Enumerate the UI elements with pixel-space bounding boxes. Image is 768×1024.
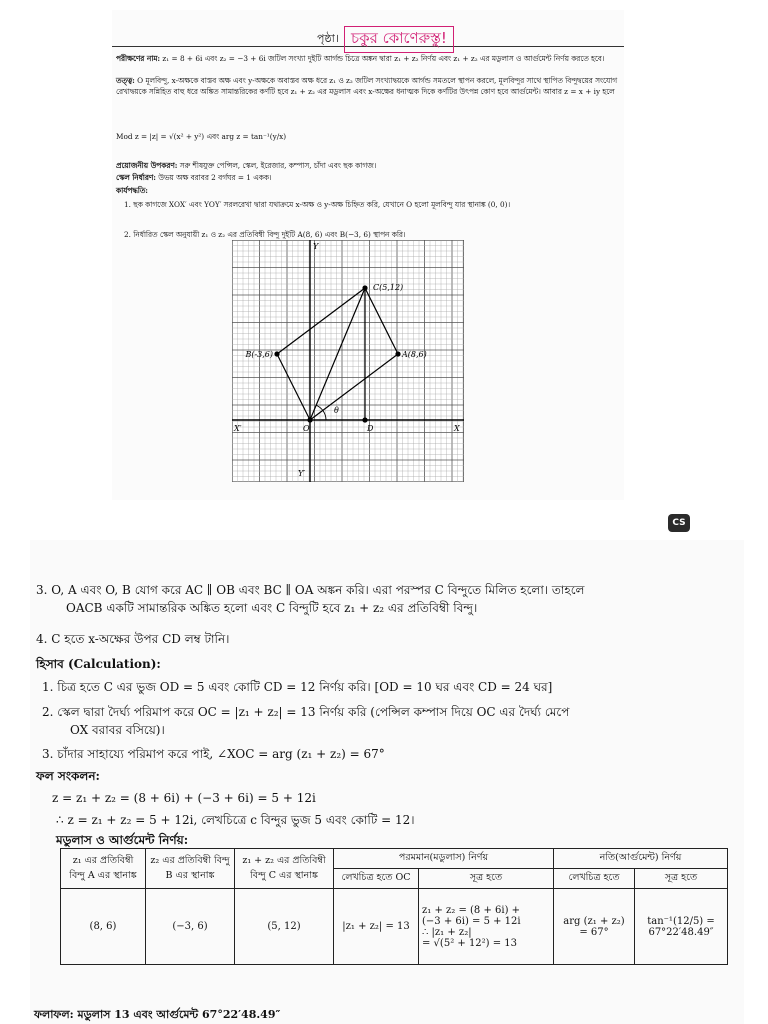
calc-1: 1. চিত্র হতে C এর ভুজ OD = 5 এবং কোটি CD = 12 নির্ণয় করি। [OD = 10 ঘর এবং CD = 24 ঘর] [42,680,553,694]
modulus-formula: Mod z = |z| = √(x² + y²) এবং arg z = tan⁻¹(y/x) [116,132,287,141]
materials-line [116,161,620,172]
label-theta: θ [334,406,339,415]
step-2: 2. নির্ধারিত স্কেল অনুযায়ী z₁ ও z₂ এর প্রতিবিম্বী বিন্দু দুইটি A(8, 6) এবং B(−3, 6) স্থাপন করি। [124,230,406,239]
scale-text: উভয় অক্ষ বরাবর 2 বর্গঘর = 1 একক। [158,173,272,182]
result-1: z = z₁ + z₂ = (8 + 6i) + (−3 + 6i) = 5 + 12i [52,791,316,805]
label-y-prime: Y′ [298,469,306,478]
table-header-mod-graph: লেখচিত্র হতে OC [334,869,419,889]
calc-3: 3. চাঁদার সাহায্যে পরিমাপ করে পাই, ∠XOC = arg (z₁ + z₂) = 67° [42,747,385,761]
label-c: C(5,12) [373,283,404,292]
point-c [362,285,367,290]
camscanner-badge: CS [668,514,690,532]
label-x-prime: X′ [234,424,242,433]
table-header-arg-graph: লেখচিত্র হতে [554,869,635,889]
cell-argument-formula [635,889,728,965]
argand-diagram [232,240,464,482]
calculation-heading: হিসাব (Calculation): [36,657,161,671]
mod-formula-line-2: (−3 + 6i) = 5 + 12i [422,915,521,927]
label-y: Y [313,242,319,251]
table-header-argument: নতি(আর্গুমেন্ট) নির্ণয় [554,849,728,869]
cell-argument-graph [554,889,635,965]
point-a [395,351,400,356]
handwritten-title: চকুর কোণেরুস্তু! [344,26,454,53]
mod-formula-line-3: ∴ |z₁ + z₂| [422,926,472,938]
scale-line [116,173,620,184]
title-text: z₁ = 8 + 6i এবং z₂ = −3 + 6i জটিল সংখ্যা দুইটি আর্গন্ড চিত্রে অঙ্কন দ্বারা z₁ + z₂ নির্ণয় এবং z₁ + z₂ এর মডুলাস ও আর্গুমেন্ট নির্ণয় করতে হবে। [162,54,605,63]
table-header-z2: z₂ এর প্রতিবিম্বী বিন্দু B এর স্থানাঙ্ক [146,849,235,889]
step-3-line-2: OACB একটি সামান্তরিক অঙ্কিত হলো এবং C বিন্দুটি হবে z₁ + z₂ এর প্রতিবিম্বী বিন্দু। [66,601,478,615]
result-2: ∴ z = z₁ + z₂ = 5 + 12i, লেখচিত্রে c বিন্দুর ভুজ 5 এবং কোটি = 12। [56,813,415,827]
mod-formula-line-1: z₁ + z₂ = (8 + 6i) + [422,904,521,916]
cell-point-b: (−3, 6) [146,889,235,965]
arg-graph-line-1: arg (z₁ + z₂) [563,915,625,927]
point-b [274,351,279,356]
step-4: 4. C হতে x-অক্ষের উপর CD লম্ব টানি। [36,632,230,646]
method-heading [116,186,620,197]
page-label: পৃষ্ঠা। [317,32,339,45]
label-a: A(8,6) [402,350,427,359]
title-label: পরীক্ষণের নাম: [116,54,161,63]
table-header-sum: z₁ + z₂ এর প্রতিবিম্বী বিন্দু C এর স্থানাঙ্ক [235,849,334,889]
result-heading: ফল সংকলন: [36,769,100,783]
step-1: 1. ছক কাগজে XOX′ এবং YOY′ সরলরেখা দ্বারা যথাক্রমে x-অক্ষ ও y-অক্ষ চিহ্নিত করি, যেখানে O হলো মূলবিন্দু যার স্থানাঙ্ক (0, 0)। [124,200,511,209]
final-result: ফলাফল: মডুলাস 13 এবং আর্গুমেন্ট 67°22′48.49″ [34,1008,281,1021]
worksheet-page-top [112,10,624,500]
arg-formula-line-1: tan⁻¹(12/5) = [647,915,715,927]
point-d [362,417,367,422]
theory-label: তত্ত্ব: [116,76,135,85]
label-b: B(-3,6) [245,350,273,359]
scale-label: স্কেল নির্ধারণ: [116,173,156,182]
calc-2-line-2: OX বরাবর বসিয়ে)। [70,723,165,737]
cell-point-a: (8, 6) [61,889,146,965]
label-d: D [367,424,374,433]
mod-formula-line-4: = √(5² + 12²) = 13 [422,937,518,949]
table-heading: মডুলাস ও আর্গুমেন্ট নির্ণয়: [56,833,189,847]
materials-text: সরু শীষযুক্ত পেন্সিল, স্কেল, ইরেজার, কম্পাস, চাঁদা এবং ছক কাগজ। [179,161,377,170]
method-label: কার্যপদ্ধতি: [116,186,148,195]
table-header-modulus: পরমমান(মডুলাস) নির্ণয় [334,849,554,869]
point-o [307,417,312,422]
cell-modulus-graph: |z₁ + z₂| = 13 [334,889,419,965]
table-header-arg-formula: সূত্র হতে [635,869,728,889]
cell-point-c: (5, 12) [235,889,334,965]
theory-paragraph [116,76,620,97]
arg-graph-line-2: = 67° [579,926,609,938]
materials-label: প্রয়োজনীয় উপকরণ: [116,161,178,170]
step-3-line-1: 3. O, A এবং O, B যোগ করে AC ∥ OB এবং BC ∥ OA অঙ্কন করি। এরা পরস্পর C বিন্দুতে মিলিত হলো। তাহলে [36,583,585,597]
label-o: O [303,424,310,433]
calc-2-line-1: 2. স্কেল দ্বারা দৈর্ঘ্য পরিমাপ করে OC = |z₁ + z₂| = 13 নির্ণয় করি (পেন্সিল কম্পাস দিয়ে OC এর দৈর্ঘ্য মেপে [42,705,570,719]
graph-paper-grid [232,240,464,482]
table-header-z1: z₁ এর প্রতিবিম্বী বিন্দু A এর স্থানাঙ্ক [61,849,146,889]
theory-text: O মূলবিন্দু, x-অক্ষকে বাস্তব অক্ষ এবং y-অক্ষকে অবাস্তব অক্ষ ধরে z₁ ও z₂ জটিল সংখ্যাদ্বয়কে আর্গন্ড সমতলে স্থাপন করলে, মূলবিন্দুর সাথে স্থাপিত বিন্দুদ্বয়ের সংযোগ রেখাদ্বয়কে সন্নিহিত বাহু ধরে অঙ্কিত সামান্তরিকের কর্ণটি হবে z₁ + z₂ এর মডুলাস এবং x-অক্ষের ধনাত্মক দিকে কর্ণটির উৎপন্ন কোণ হবে আর্গুমেন্ট। আবার z = x + iy হলে [116,76,618,96]
worksheet-page-bottom [30,540,744,1024]
table-header-mod-formula: সূত্র হতে [419,869,554,889]
label-x: X [454,424,460,433]
modulus-argument-table [60,848,728,965]
arg-formula-line-2: 67°22′48.49″ [648,926,714,938]
experiment-title [116,54,620,65]
page-header [112,20,624,50]
cell-modulus-formula [419,889,554,965]
